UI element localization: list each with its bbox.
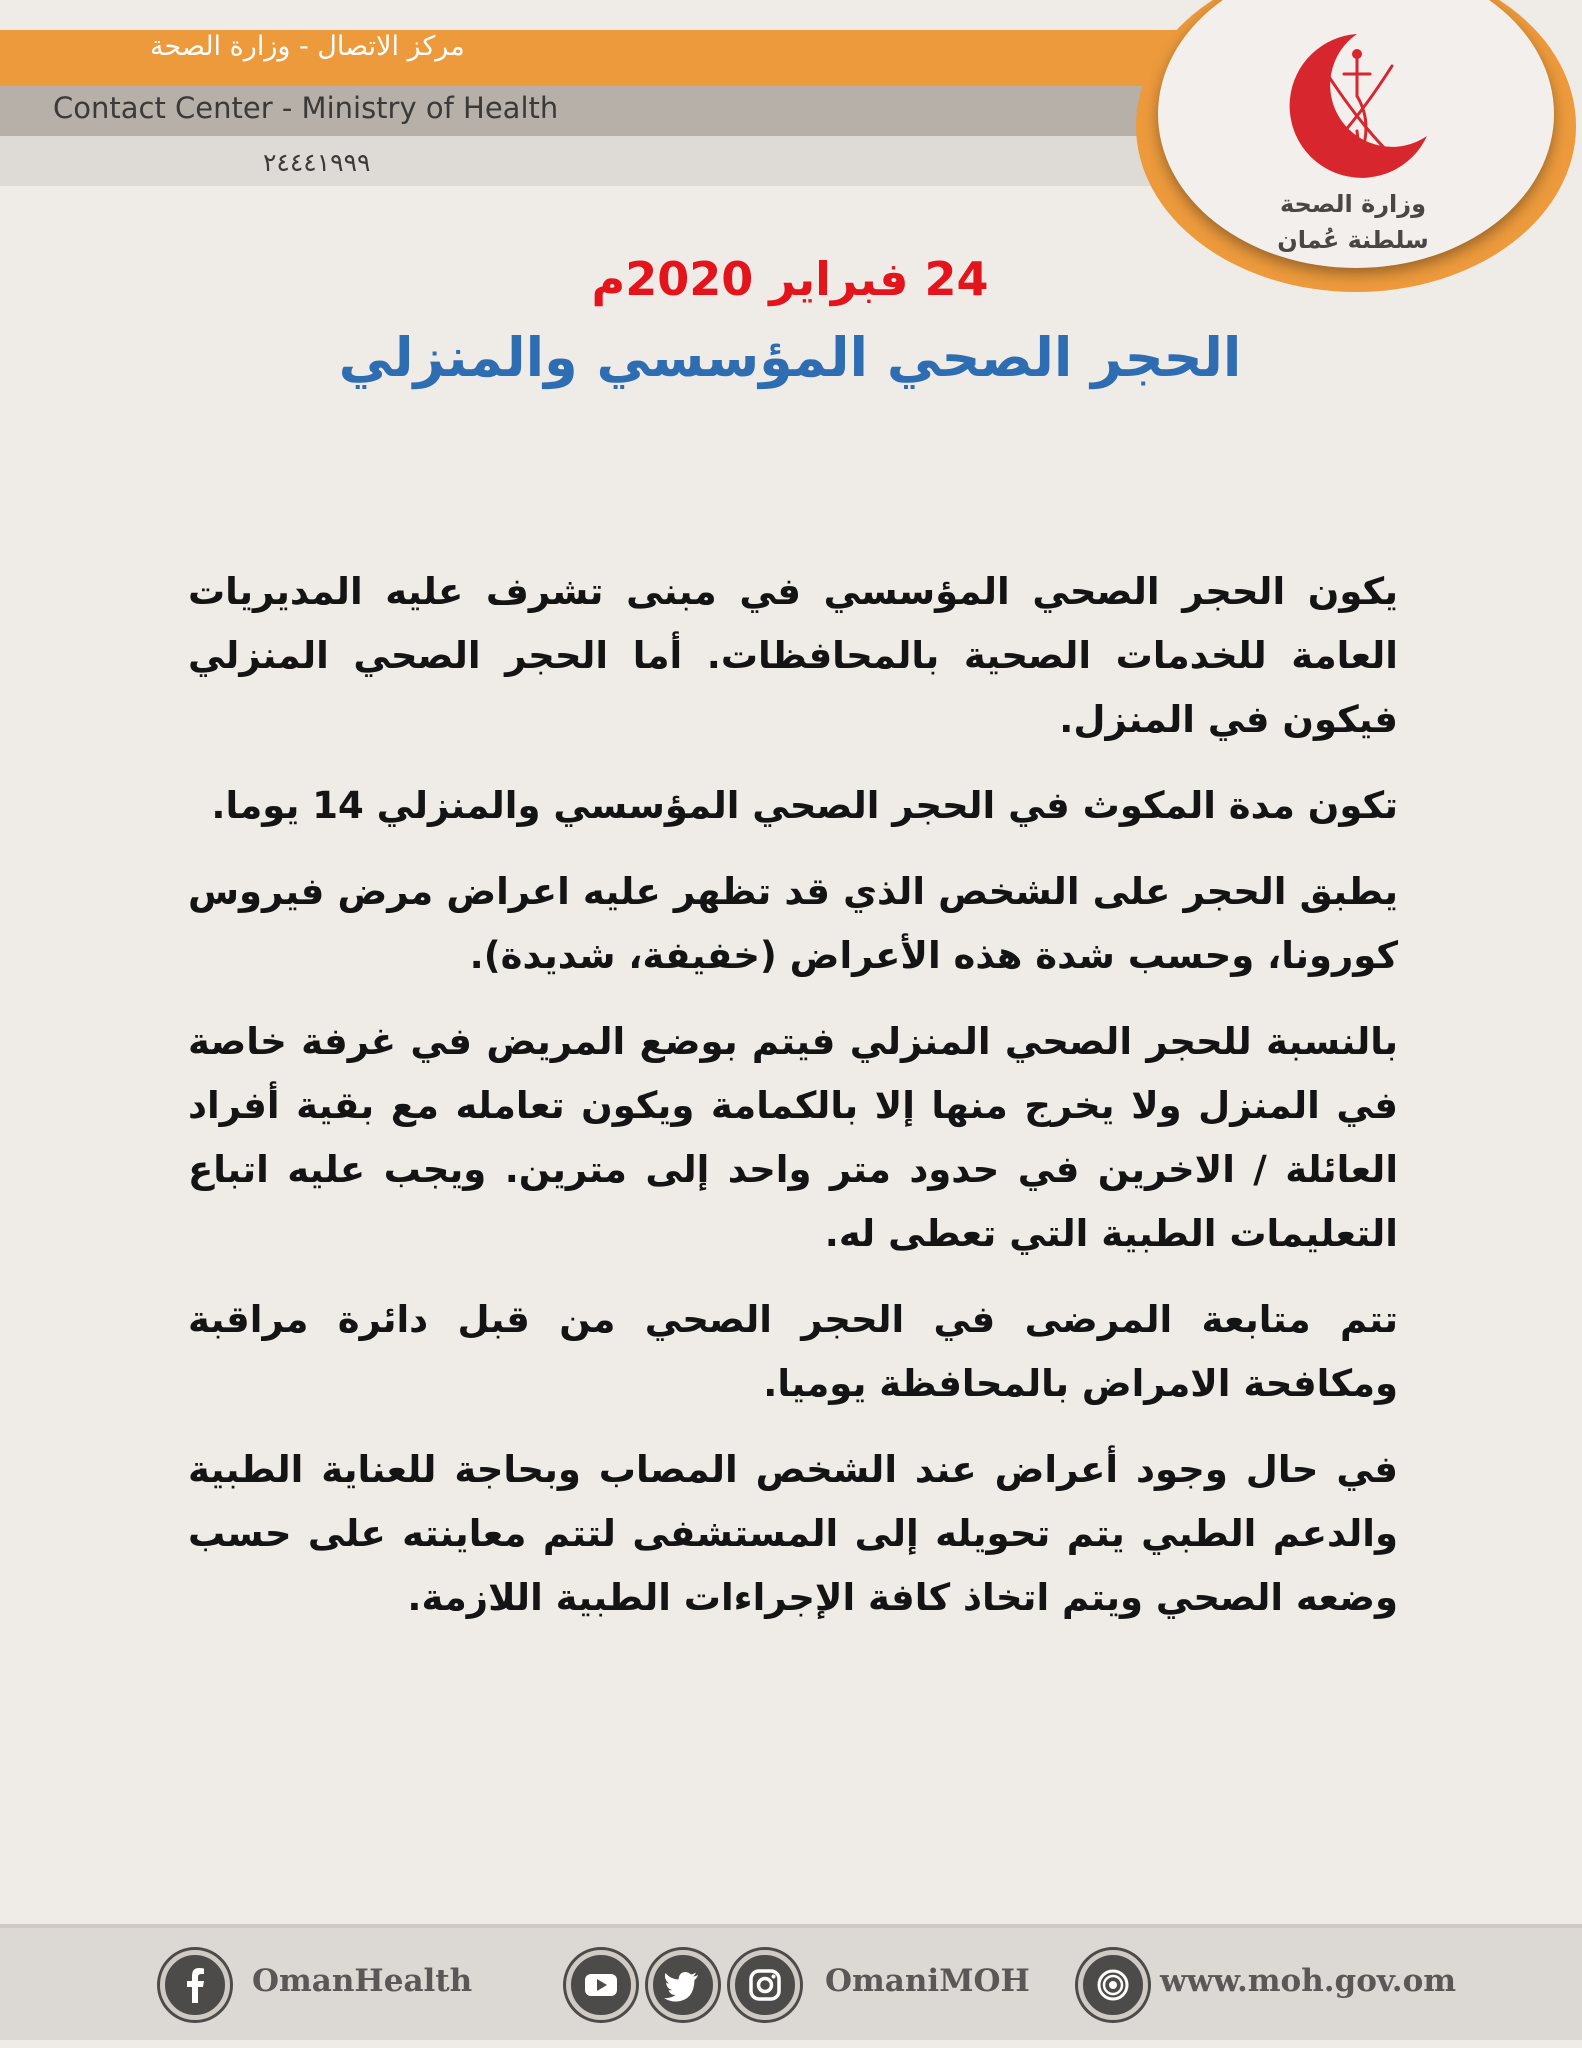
paragraph: تتم متابعة المرضى في الحجر الصحي من قبل دائرة مراقبة ومكافحة الامراض بالمحافظة يوميا. (188, 1298, 1398, 1405)
header-light-band (0, 136, 1230, 186)
ministry-emblem-icon (1262, 26, 1452, 186)
body-text (188, 560, 1398, 1652)
website-link[interactable]: www.moh.gov.om (1160, 1963, 1457, 1999)
paragraph: تكون مدة المكوث في الحجر الصحي المؤسسي والمنزلي 14 يوما. (211, 784, 1398, 827)
twitter-icon[interactable] (648, 1950, 718, 2020)
paragraph: يطبق الحجر على الشخص الذي قد تظهر عليه اعراض مرض فيروس كورونا، وحسب شدة هذه الأعراض (خفيفة، شديدة). (188, 870, 1398, 977)
paragraph: في حال وجود أعراض عند الشخص المصاب وبحاجة للعناية الطبية والدعم الطبي يتم تحويله إلى المستشفى لتتم معاينته على حسب وضعه الصحي ويتم اتخاذ كافة الإجراءات الطبية اللازمة. (188, 1448, 1398, 1619)
social-handle[interactable]: OmaniMOH (825, 1963, 1030, 1999)
page-title: الحجر الصحي المؤسسي والمنزلي (338, 326, 1242, 389)
logo-country-name: سلطنة عُمان (1277, 226, 1429, 254)
facebook-handle[interactable]: OmanHealth (252, 1963, 473, 1999)
instagram-icon[interactable] (730, 1950, 800, 2020)
youtube-icon[interactable] (566, 1950, 636, 2020)
globe-icon[interactable] (1078, 1950, 1148, 2020)
header-arabic-label: مركز الاتصال - وزارة الصحة (150, 31, 465, 62)
paragraph: يكون الحجر الصحي المؤسسي في مبنى تشرف عليه المديريات العامة للخدمات الصحية بالمحافظات. أما الحجر الصحي المنزلي فيكون في المنزل. (188, 570, 1398, 741)
header-english-label: Contact Center - Ministry of Health (53, 91, 559, 125)
facebook-icon[interactable] (160, 1950, 230, 2020)
logo-ministry-name: وزارة الصحة (1279, 190, 1427, 218)
header-phone-number: ٢٤٤٤١٩٩٩ (263, 148, 371, 177)
publication-date: 24 فبراير 2020م (591, 252, 989, 306)
paragraph: بالنسبة للحجر الصحي المنزلي فيتم بوضع المريض في غرفة خاصة في المنزل ولا يخرج منها إلا بالكمامة ويكون تعامله مع بقية أفراد العائلة / الاخرين في حدود متر واحد إلى مترين. ويجب عليه اتباع التعليمات الطبية التي تعطى له. (188, 1020, 1398, 1255)
